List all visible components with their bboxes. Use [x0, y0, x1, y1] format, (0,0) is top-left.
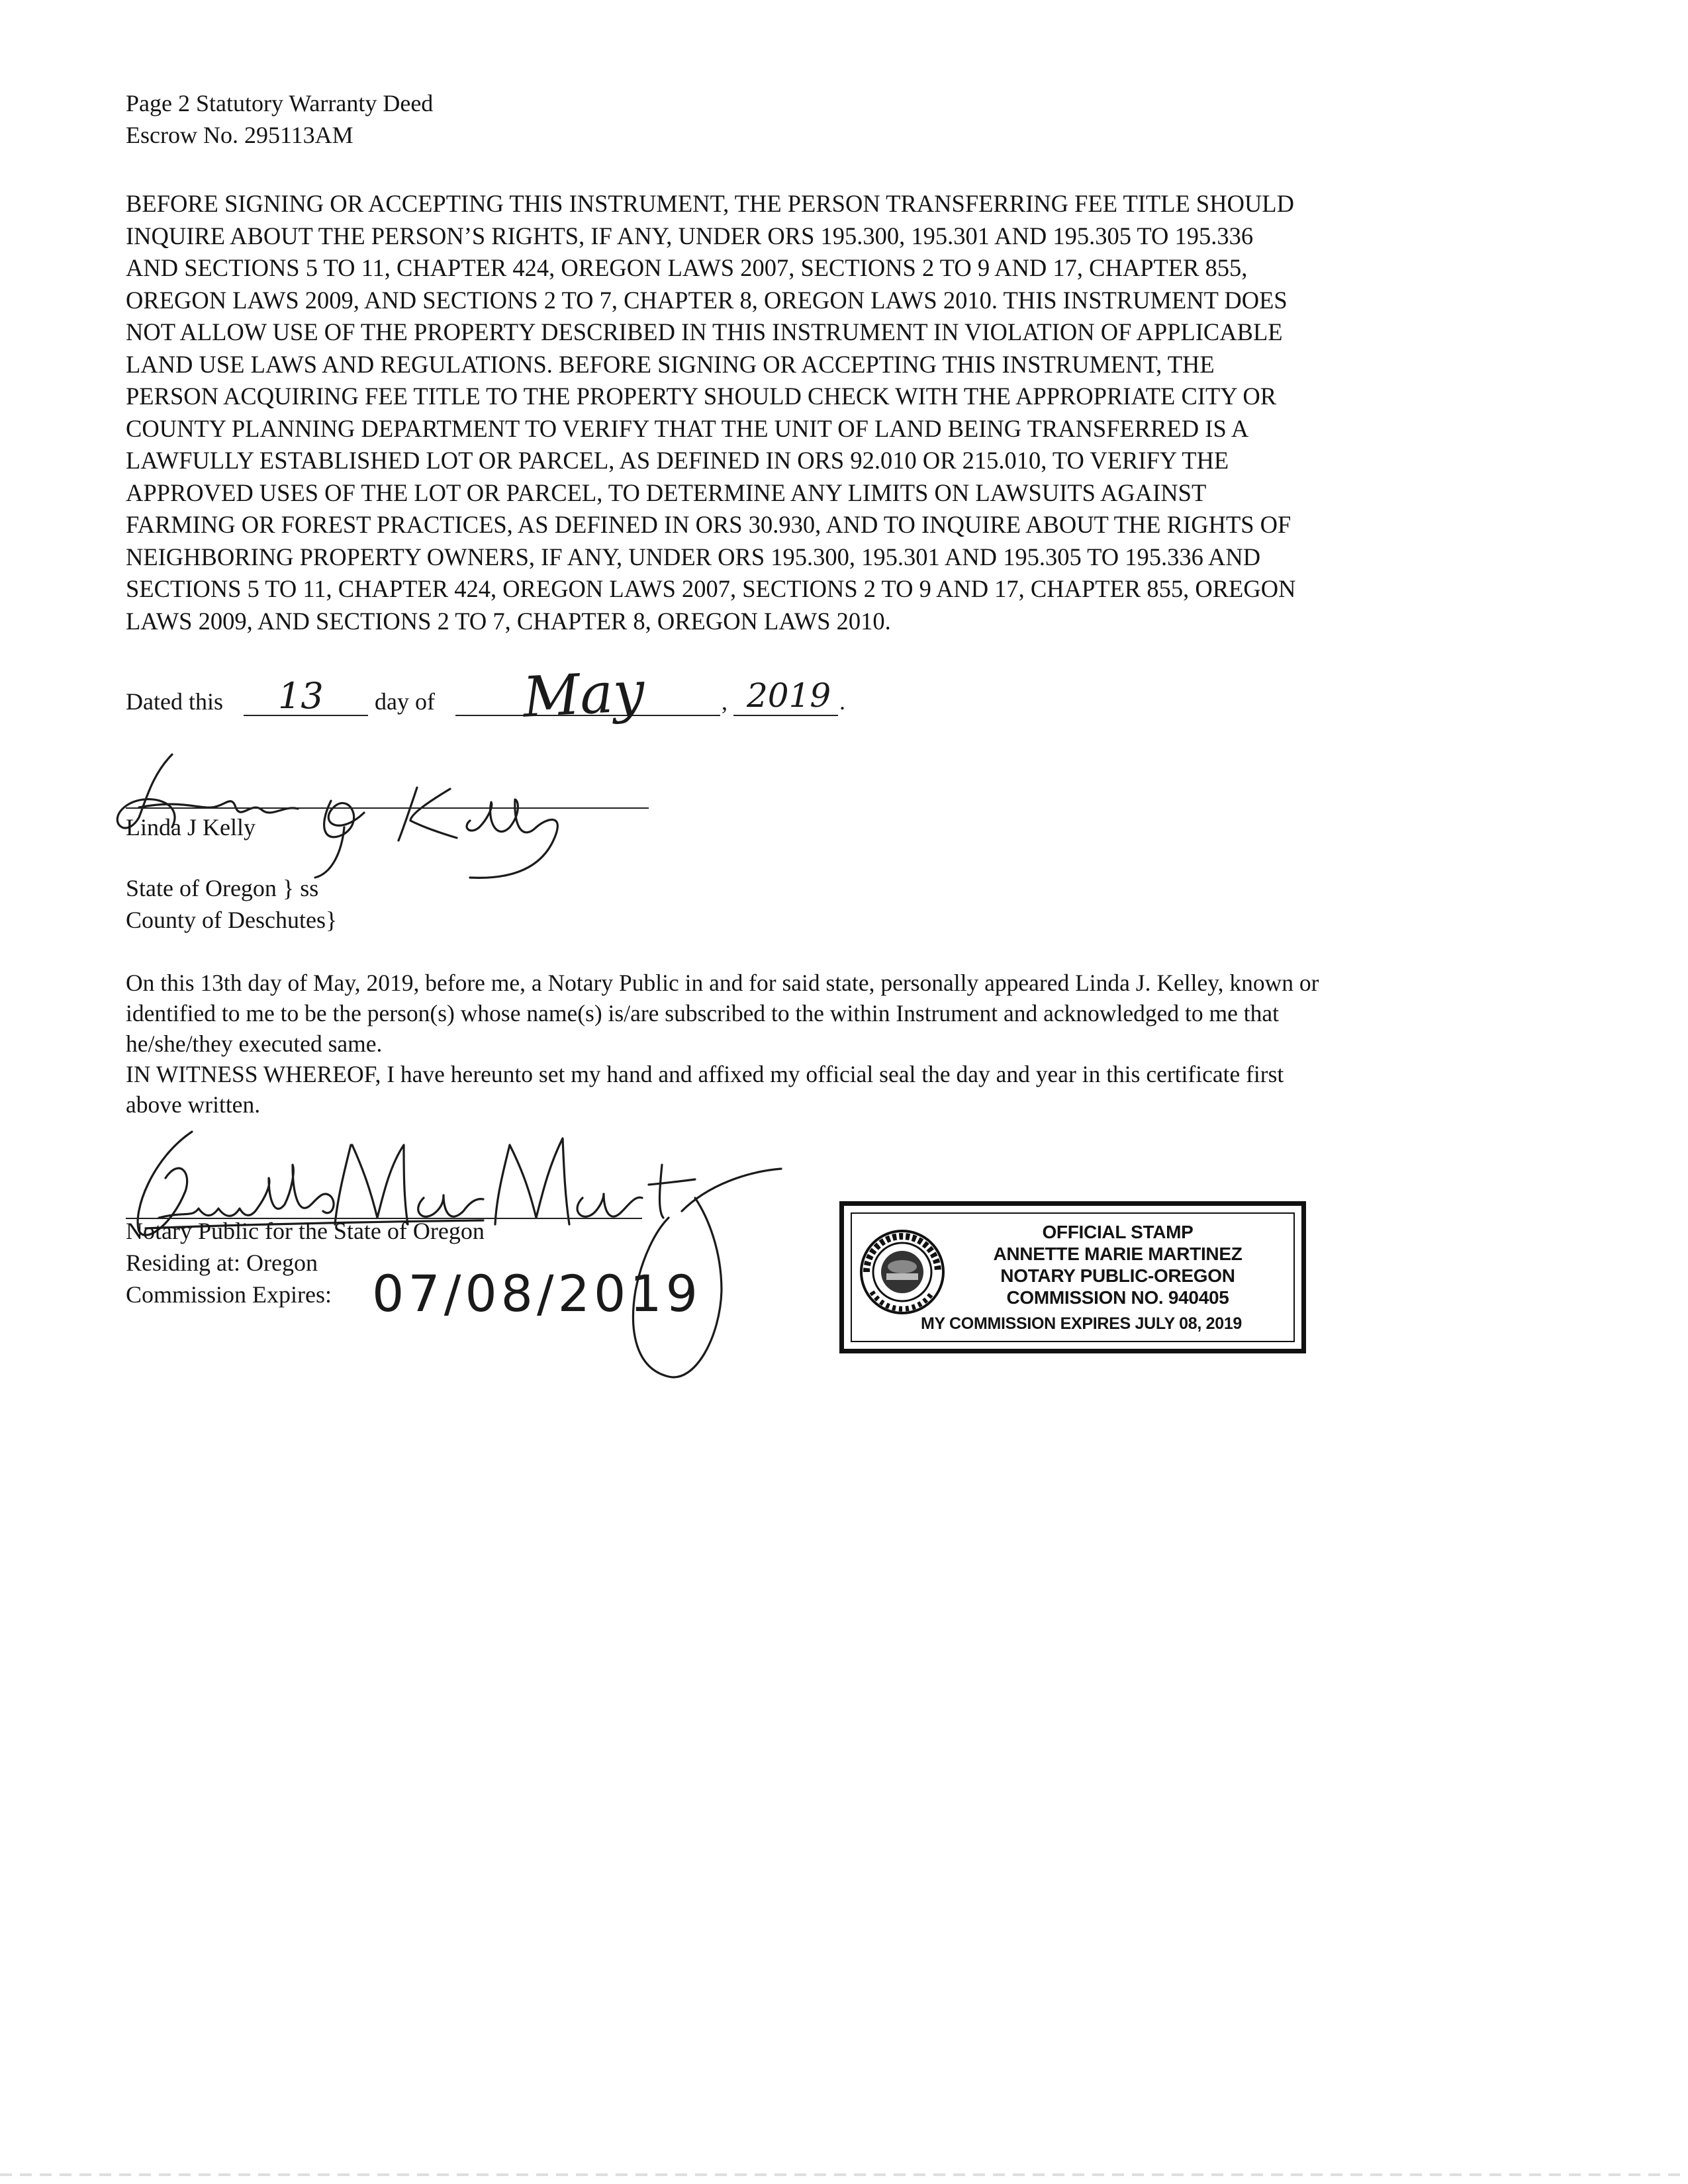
disclaimer-line: COUNTY PLANNING DEPARTMENT TO VERIFY THAT THE UNIT OF LAND BEING TRANSFERRED IS A [126, 414, 1249, 442]
disclaimer-line: NEIGHBORING PROPERTY OWNERS, IF ANY, UNDER ORS 195.300, 195.301 AND 195.305 TO 195.336 AND [126, 543, 1261, 570]
grantor-signature-drawing [99, 728, 669, 880]
grantor-signature-line [126, 807, 649, 809]
statutory-disclaimer [126, 188, 1549, 637]
disclaimer-line: LAWS 2009, AND SECTIONS 2 TO 7, CHAPTER 8, OREGON LAWS 2010. [126, 607, 891, 635]
dated-mid: day of [375, 688, 435, 715]
escrow-number: Escrow No. 295113AM [126, 122, 353, 148]
notary-commission-label: Commission Expires: [126, 1281, 332, 1308]
disclaimer-line: APPROVED USES OF THE LOT OR PARCEL, TO DETERMINE ANY LIMITS ON LAWSUITS AGAINST [126, 478, 1207, 506]
dated-year-handwritten: 2019 [747, 676, 831, 715]
acknowledgment-line: above written. [126, 1091, 261, 1118]
dated-month-handwritten: May [521, 659, 646, 730]
disclaimer-line: AND SECTIONS 5 TO 11, CHAPTER 424, OREGON LAWS 2007, SECTIONS 2 TO 9 AND 17, CHAPTER 855, [126, 254, 1248, 281]
acknowledgment-line: identified to me to be the person(s) whose name(s) is/are subscribed to the within Instrument and acknowledged to me that [126, 1000, 1279, 1026]
acknowledgment-line: On this 13th day of May, 2019, before me, a Notary Public in and for said state, personally appeared Linda J. Kelley, known or [126, 970, 1319, 996]
dated-period: . [839, 688, 845, 715]
grantor-signature-text [132, 770, 136, 771]
disclaimer-line: SECTIONS 5 TO 11, CHAPTER 424, OREGON LAWS 2007, SECTIONS 2 TO 9 AND 17, CHAPTER 855, OREGON [126, 575, 1296, 602]
page-header: Page 2 Statutory Warranty Deed [126, 90, 434, 116]
dated-comma: , [722, 688, 727, 715]
grantor-printed-name: Linda J Kelly [126, 814, 256, 841]
disclaimer-line: NOT ALLOW USE OF THE PROPERTY DESCRIBED IN THIS INSTRUMENT IN VIOLATION OF APPLICABLE [126, 318, 1283, 345]
scan-artifact-strip [0, 2173, 1688, 2176]
notary-title: Notary Public for the State of Oregon [126, 1218, 485, 1244]
disclaimer-line: FARMING OR FOREST PRACTICES, AS DEFINED IN ORS 30.930, AND TO INQUIRE ABOUT THE RIGHTS OF [126, 511, 1291, 538]
stamp-line-expires: MY COMMISSION EXPIRES JULY 08, 2019 [920, 1314, 1243, 1333]
dated-prefix: Dated this [126, 688, 223, 715]
disclaimer-line: LAND USE LAWS AND REGULATIONS. BEFORE SIGNING OR ACCEPTING THIS INSTRUMENT, THE [126, 350, 1215, 378]
acknowledgment [126, 968, 1549, 1120]
disclaimer-line: LAWFULLY ESTABLISHED LOT OR PARCEL, AS DEFINED IN ORS 92.010 OR 215.010, TO VERIFY THE [126, 447, 1229, 474]
notary-residing: Residing at: Oregon [126, 1250, 318, 1276]
acknowledgment-line: IN WITNESS WHEREOF, I have hereunto set my hand and affixed my official seal the day and year in this certificate first [126, 1061, 1284, 1087]
venue-state: State of Oregon } ss [126, 875, 319, 901]
state-seal-icon [857, 1226, 957, 1325]
dated-day-handwritten: 13 [278, 675, 324, 717]
notary-commission-handwritten: 07/08/2019 [372, 1264, 702, 1323]
disclaimer-line: OREGON LAWS 2009, AND SECTIONS 2 TO 7, CHAPTER 8, OREGON LAWS 2010. THIS INSTRUMENT DOES [126, 286, 1288, 314]
official-notary-stamp [839, 1201, 1306, 1353]
disclaimer-line: BEFORE SIGNING OR ACCEPTING THIS INSTRUMENT, THE PERSON TRANSFERRING FEE TITLE SHOULD [126, 190, 1294, 217]
stamp-line-title: NOTARY PUBLIC-OREGON [1000, 1265, 1235, 1286]
venue-county: County of Deschutes} [126, 907, 338, 933]
stamp-line-official: OFFICIAL STAMP [1042, 1222, 1194, 1242]
disclaimer-line: PERSON ACQUIRING FEE TITLE TO THE PROPERTY SHOULD CHECK WITH THE APPROPRIATE CITY OR [126, 383, 1277, 410]
stamp-line-name: ANNETTE MARIE MARTINEZ [993, 1244, 1243, 1264]
stamp-line-commission: COMMISSION NO. 940405 [1006, 1287, 1229, 1308]
disclaimer-line: INQUIRE ABOUT THE PERSON’S RIGHTS, IF ANY, UNDER ORS 195.300, 195.301 AND 195.305 TO 195.336 [126, 222, 1254, 250]
year-underline [733, 715, 838, 716]
acknowledgment-line: he/she/they executed same. [126, 1030, 383, 1057]
notary-signature-text [132, 1178, 139, 1179]
